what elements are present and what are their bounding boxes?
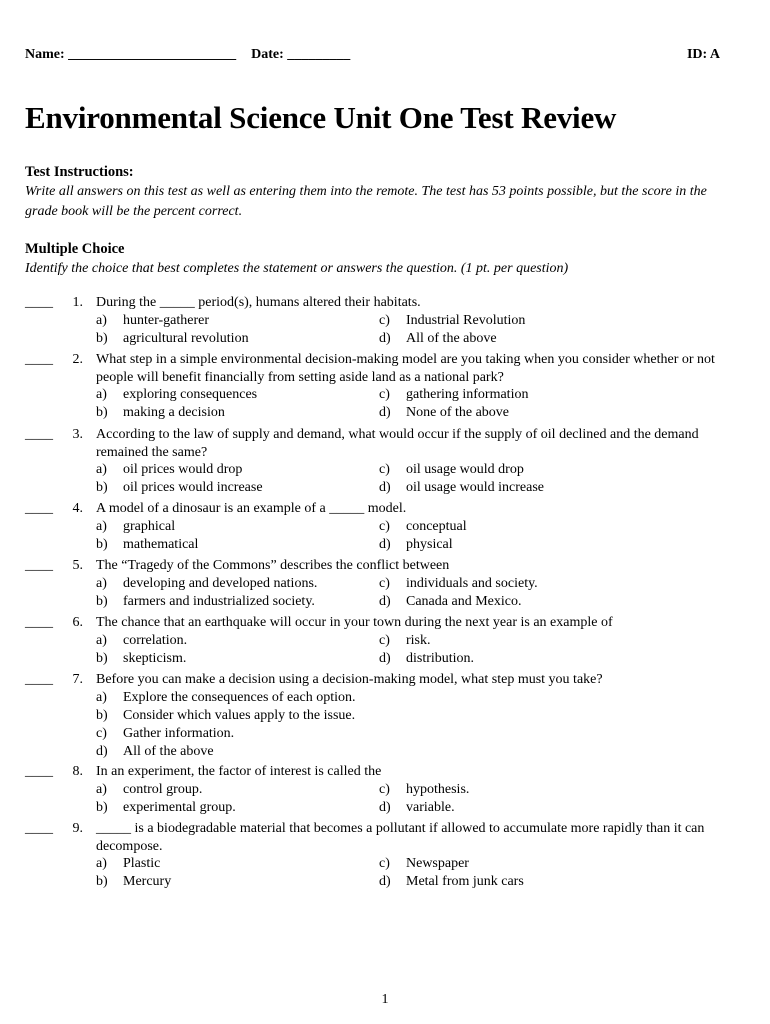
answer-blank: ____: [25, 821, 53, 836]
question-4: [25, 500, 745, 554]
answer-options: [96, 312, 745, 348]
answer-options: [96, 575, 745, 611]
option-b: b) Mercury: [96, 874, 172, 889]
answer-blank: ____: [25, 764, 53, 779]
answer-options: [96, 855, 745, 891]
option-c: c) individuals and society.: [379, 575, 538, 591]
option-c: c) gathering information: [379, 387, 529, 402]
option-d: d) None of the above: [379, 405, 510, 420]
option-d: d) Canada and Mexico.: [379, 593, 522, 609]
option-d: d) All of the above: [96, 743, 214, 759]
question-number: 2.: [72, 352, 83, 367]
option-d: d) Metal from junk cars: [379, 874, 524, 889]
answer-blank: ____: [25, 558, 53, 573]
option-c: c) risk.: [379, 632, 431, 648]
option-a: a) hunter-gatherer: [96, 312, 210, 328]
id-label: ID: A: [686, 47, 720, 62]
question-stem: A model of a dinosaur is an example of a _____ model.: [96, 501, 407, 516]
option-b: b) oil prices would increase: [96, 480, 263, 495]
name-field-label: Name: ________________________: [25, 47, 237, 62]
option-b: b) mathematical: [96, 536, 199, 552]
option-a: a) oil prices would drop: [96, 462, 243, 477]
option-d: d) All of the above: [379, 330, 497, 346]
question-2: [25, 351, 745, 422]
answer-options: [96, 518, 745, 554]
option-a: a) exploring consequences: [96, 387, 258, 402]
document-title: Environmental Science Unit One Test Review: [25, 100, 617, 135]
question-number: 5.: [72, 558, 83, 573]
question-3: [25, 426, 745, 497]
question-stem: _____ is a biodegradable material that becomes a pollutant if allowed to accumulate more rapidly than it can decompose.: [96, 821, 705, 854]
option-c: c) oil usage would drop: [379, 462, 524, 477]
answer-blank: ____: [25, 672, 53, 687]
multiple-choice-heading: Multiple Choice: [25, 241, 125, 257]
question-number: 3.: [72, 427, 83, 442]
question-number: 6.: [72, 615, 83, 630]
answer-options: [96, 461, 745, 497]
question-stem: In an experiment, the factor of interest is called the: [96, 764, 382, 779]
instructions-text: Write all answers on this test as well as entering them into the remote. The test has 53 points possible, but the score in the grade book will be the percent correct.: [25, 184, 707, 219]
option-c: c) hypothesis.: [379, 781, 470, 797]
question-stem: During the _____ period(s), humans altered their habitats.: [96, 295, 421, 310]
option-d: d) oil usage would increase: [379, 480, 545, 495]
answer-blank: ____: [25, 295, 53, 310]
question-9: [25, 820, 745, 891]
question-number: 7.: [72, 672, 83, 687]
question-number: 1.: [72, 295, 83, 310]
answer-options: [96, 632, 745, 668]
question-stem: What step in a simple environmental decision-making model are you taking when you consider whether or not people will benefit financially from setting aside land as a national park?: [96, 352, 715, 385]
option-c: c) conceptual: [379, 518, 467, 534]
page-number: 1: [381, 992, 389, 1007]
option-b: b) skepticism.: [96, 650, 187, 666]
question-6: [25, 614, 745, 668]
answer-blank: ____: [25, 352, 53, 367]
question-number: 9.: [72, 821, 83, 836]
option-d: d) variable.: [379, 799, 455, 815]
question-number: 8.: [72, 764, 83, 779]
question-stem: The “Tragedy of the Commons” describes the conflict between: [96, 558, 450, 573]
answer-blank: ____: [25, 501, 53, 516]
option-c: c) Industrial Revolution: [379, 312, 526, 328]
question-stem: Before you can make a decision using a decision-making model, what step must you take?: [96, 672, 603, 687]
option-c: c) Newspaper: [379, 856, 469, 871]
date-field-label: Date: _________: [251, 47, 351, 62]
question-7: [25, 671, 745, 761]
option-b: b) Consider which values apply to the issue.: [96, 707, 356, 723]
answer-blank: ____: [25, 427, 53, 442]
question-number: 4.: [72, 501, 83, 516]
question-stem: The chance that an earthquake will occur in your town during the next year is an example of: [96, 615, 613, 630]
option-a: a) Explore the consequences of each option.: [96, 689, 356, 705]
instructions-heading: Test Instructions:: [25, 164, 134, 180]
option-b: b) agricultural revolution: [96, 330, 249, 346]
answer-options: [96, 386, 745, 422]
answer-options: [96, 689, 745, 761]
question-5: [25, 557, 745, 611]
option-a: a) graphical: [96, 518, 176, 534]
question-8: [25, 763, 745, 817]
header: [25, 47, 720, 63]
option-a: a) Plastic: [96, 856, 161, 871]
option-b: b) farmers and industrialized society.: [96, 593, 315, 609]
question-1: [25, 294, 745, 348]
answer-blank: ____: [25, 615, 53, 630]
option-d: d) distribution.: [379, 650, 475, 666]
option-a: a) developing and developed nations.: [96, 575, 318, 591]
multiple-choice-instructions: Identify the choice that best completes the statement or answers the question. (1 pt. per question): [25, 261, 569, 276]
option-b: b) making a decision: [96, 405, 225, 420]
answer-options: [96, 781, 745, 817]
option-d: d) physical: [379, 536, 453, 552]
option-a: a) control group.: [96, 781, 203, 797]
option-a: a) correlation.: [96, 632, 188, 648]
question-stem: According to the law of supply and demand, what would occur if the supply of oil declined and the demand remained the same?: [96, 427, 699, 460]
option-c: c) Gather information.: [96, 725, 235, 741]
option-b: b) experimental group.: [96, 799, 236, 815]
